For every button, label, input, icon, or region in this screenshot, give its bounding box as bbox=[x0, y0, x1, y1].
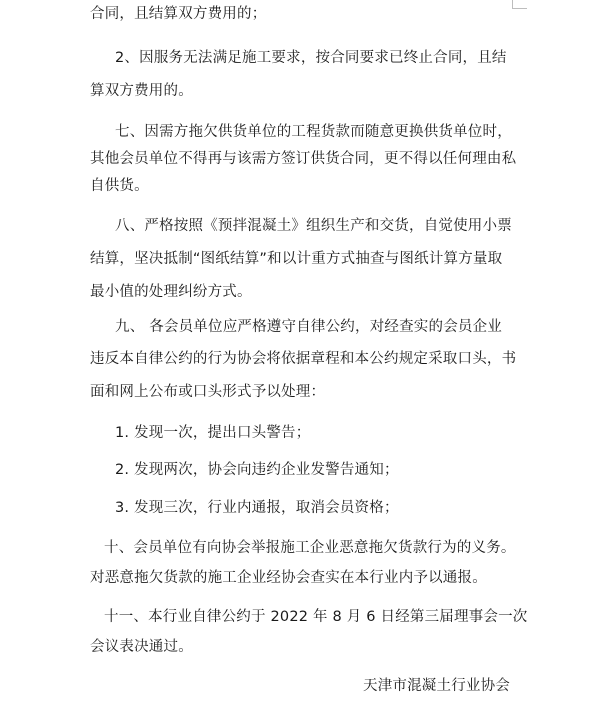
text-line-5: 其他会员单位不得再与该需方签订供货合同，更不得以任何理由私 bbox=[90, 151, 517, 167]
list-item-1: 1. 发现一次，提出口头警告； bbox=[115, 425, 311, 441]
text-line-2: 2、因服务无法满足施工要求，按合同要求已终止合同，且结 bbox=[115, 50, 507, 66]
text-line-3: 算双方费用的。 bbox=[90, 83, 193, 99]
text-line-1: 合同，且结算双方费用的； bbox=[90, 6, 267, 22]
list-item-2: 2. 发现两次，协会向违约企业发警告通知； bbox=[115, 462, 399, 478]
text-line-17: 对恶意拖欠货款的施工企业经协会查实在本行业内予以通报。 bbox=[90, 570, 487, 586]
text-line-18: 十一、本行业自律公约于 2022 年 8 月 6 日经第三届理事会一次 bbox=[104, 609, 528, 625]
list-item-3: 3. 发现三次，行业内通报，取消会员资格； bbox=[115, 500, 399, 516]
text-line-4: 七、因需方拖欠供货单位的工程货款而随意更换供货单位时， bbox=[115, 124, 512, 140]
text-line-10: 九、 各会员单位应严格遵守自律公约，对经查实的会员企业 bbox=[115, 319, 503, 335]
text-line-6: 自供货。 bbox=[90, 178, 149, 194]
text-line-12: 面和网上公布或口头形式予以处理： bbox=[90, 384, 326, 400]
text-line-16: 十、会员单位有向协会举报施工企业恶意拖欠货款行为的义务。 bbox=[104, 540, 516, 556]
text-line-8: 结算，坚决抵制“图纸结算”和以计重方式抽查与图纸计算方量取 bbox=[90, 251, 503, 267]
text-line-19: 会议表决通过。 bbox=[90, 639, 193, 655]
text-line-11: 违反本自律公约的行为协会将依据章程和本公约规定采取口头，书 bbox=[90, 351, 517, 367]
text-line-7: 八、严格按照《预拌混凝土》组织生产和交货，自觉使用小票 bbox=[115, 218, 512, 234]
page-corner-mark bbox=[512, 0, 527, 9]
signature-organization: 天津市混凝土行业协会 bbox=[363, 678, 510, 694]
text-line-9: 最小值的处理纠纷方式。 bbox=[90, 284, 252, 300]
